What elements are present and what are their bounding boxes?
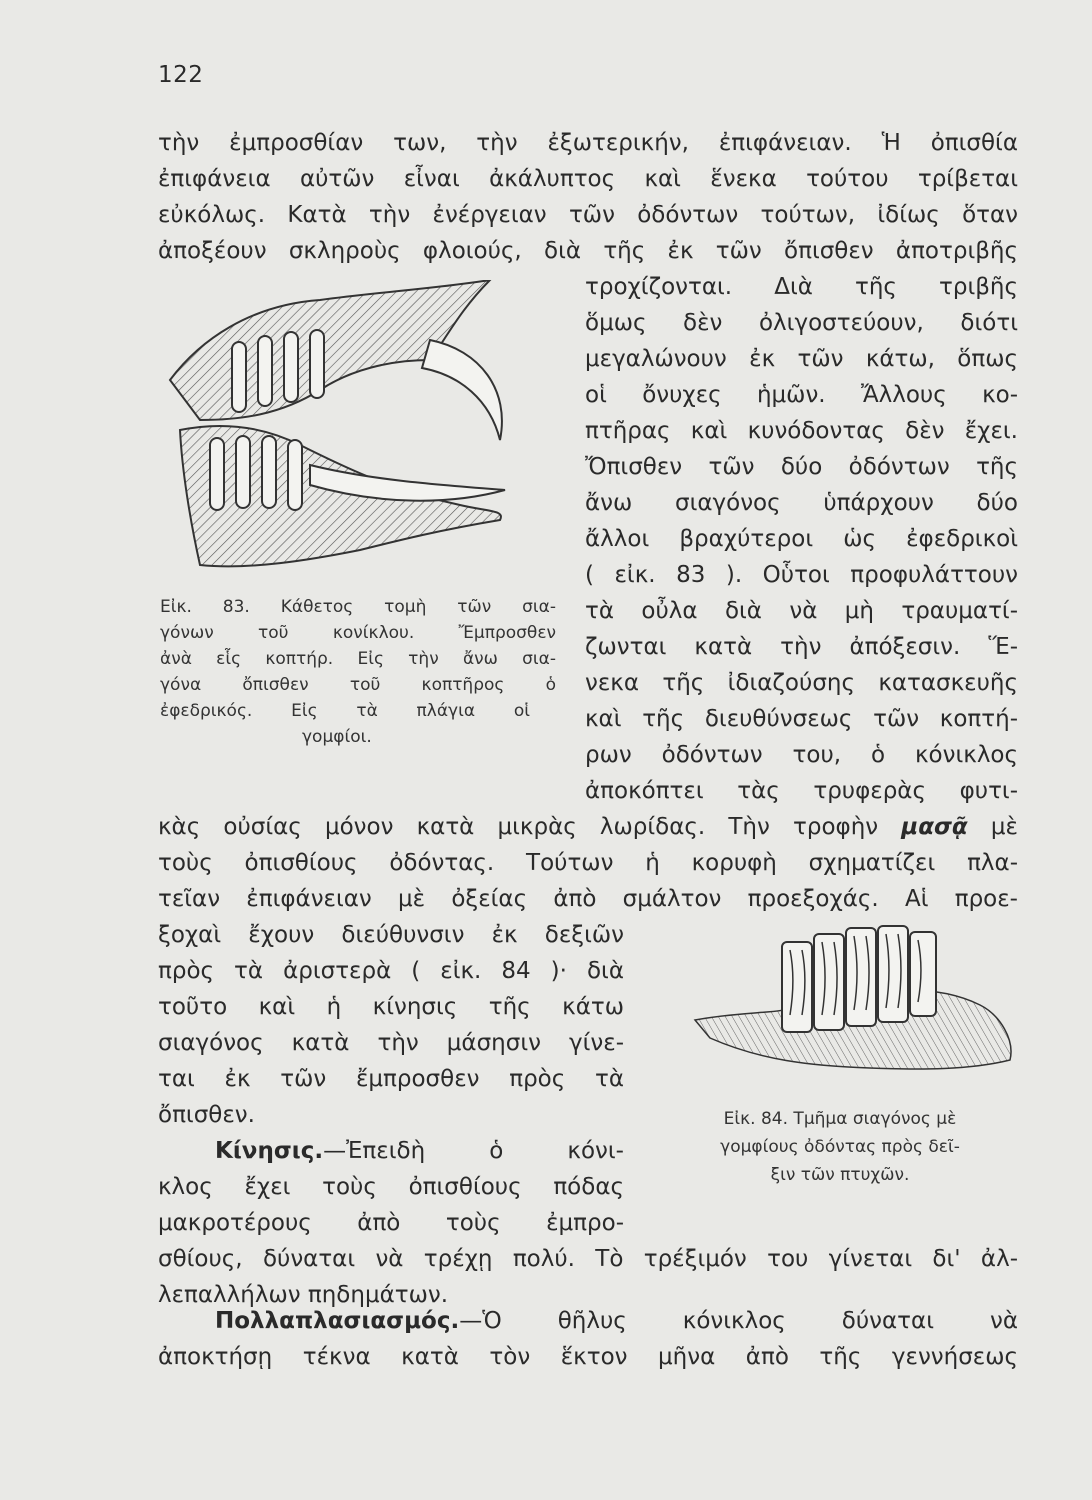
text-line: ( εἰκ. 83 ). Οὗτοι προφυλάττουν [585,562,1018,588]
text-line: τεῖαν ἐπιφάνειαν μὲ ὀξείας ἀπὸ σμάλτον προεξοχάς. Αἱ προε- [158,886,1018,912]
text-line: σιαγόνος κατὰ τὴν μάσησιν γίνε- [158,1030,624,1056]
text-line: πτῆρας καὶ κυνόδοντας δὲν ἔχει. [585,418,1018,444]
text-line: τὴν ἐμπροσθίαν των, τὴν ἐξωτερικήν, ἐπιφάνειαν. Ἡ ὀπισθία [158,130,1018,156]
figure-83-caption-line: γόνων τοῦ κονίκλου. Ἔμπροσθεν [160,623,556,643]
text-line: τροχίζονται. Διὰ τῆς τριβῆς [585,274,1018,300]
text-line: ξοχαὶ ἔχουν διεύθυνσιν ἐκ δεξιῶν [158,922,624,948]
text-line: ἀποκτήσῃ τέκνα κατὰ τὸν ἕκτον μῆνα ἀπὸ τῆς γεννήσεως [158,1344,1018,1370]
text-segment: —Ἐπειδὴ ὁ κόνι- [323,1138,624,1164]
page-number: 122 [158,62,204,88]
figure-83-caption-line: ἀνὰ εἷς κοπτήρ. Εἰς τὴν ἄνω σια- [160,649,556,669]
figure-83-caption-line: Εἰκ. 83. Κάθετος τομὴ τῶν σια- [160,597,556,617]
text-segment: μὲ [967,814,1018,840]
text-line: ἀποκόπτει τὰς τρυφερὰς φυτι- [585,778,1018,804]
text-line: λεπαλλήλων πηδημάτων. [158,1282,449,1308]
text-segment: —Ὁ θῆλυς κόνικλος δύναται νὰ [459,1308,1018,1334]
text-line [215,1136,624,1166]
rabbit-jaw-section-illustration [160,280,540,580]
text-line: ὄπισθεν. [158,1102,255,1128]
text-line: κλος ἔχει τοὺς ὀπισθίους πόδας [158,1174,624,1200]
text-line: σθίους, δύναται νὰ τρέχῃ πολύ. Τὸ τρέξιμόν του γίνεται δι' ἀλ- [158,1246,1018,1272]
figure-84-caption-line: γομφίους ὀδόντας πρὸς δεῖ- [720,1137,960,1157]
text-line: τὰ οὖλα διὰ νὰ μὴ τραυματί- [585,598,1018,624]
figure-83-caption-line: ἐφεδρικός. Εἰς τὰ πλάγια οἱ [160,701,530,721]
text-line: μακροτέρους ἀπὸ τοὺς ἐμπρο- [158,1210,624,1236]
text-line: ἄλλοι βραχύτεροι ὡς ἐφεδρικοὶ [585,526,1018,552]
molar-jaw-illustration [690,920,1020,1100]
text-line: ἐπιφάνεια αὐτῶν εἶναι ἀκάλυπτος καὶ ἕνεκα τούτου τρίβεται [158,166,1018,192]
text-line [158,812,1018,842]
section-heading-kinesis: Κίνησις. [215,1138,324,1164]
text-line: οἱ ὄνυχες ἡμῶν. Ἄλλους κο- [585,382,1018,408]
text-line [215,1306,1018,1336]
text-line: ζωνται κατὰ τὴν ἀπόξεσιν. Ἕ- [585,634,1018,660]
text-segment: κὰς οὐσίας μόνον κατὰ μικρὰς λωρίδας. Τὴν τροφὴν [158,814,902,840]
text-line: ὅμως δὲν ὀλιγοστεύουν, διότι [585,310,1018,336]
text-line: νεκα τῆς ἰδιαζούσης κατασκευῆς [585,670,1018,696]
text-line: πρὸς τὰ ἀριστερὰ ( εἰκ. 84 )· διὰ [158,958,624,984]
text-line: ται ἐκ τῶν ἔμπροσθεν πρὸς τὰ [158,1066,624,1092]
figure-84-caption-line: ξιν τῶν πτυχῶν. [770,1165,910,1185]
text-line: καὶ τῆς διευθύνσεως τῶν κοπτή- [585,706,1018,732]
figure-84-caption-line: Εἰκ. 84. Τμῆμα σιαγόνος μὲ [723,1109,957,1129]
emphasised-word: μασᾷ [901,814,968,840]
text-line: τοὺς ὀπισθίους ὀδόντας. Τούτων ἡ κορυφὴ σχηματίζει πλα- [158,850,1018,876]
text-line: ἀποξέουν σκληροὺς φλοιούς, διὰ τῆς ἐκ τῶν ὄπισθεν ἀποτριβῆς [158,238,1018,264]
text-line: ἄνω σιαγόνος ὑπάρχουν δύο [585,490,1018,516]
text-line: Ὄπισθεν τῶν δύο ὀδόντων τῆς [585,454,1018,480]
figure-83-caption-line: γόνα ὄπισθεν τοῦ κοπτῆρος ὁ [160,675,556,695]
section-heading-pollaplasiasmos: Πολλαπλασιασμός. [215,1308,460,1334]
text-line: τοῦτο καὶ ἡ κίνησις τῆς κάτω [158,994,624,1020]
text-line: εὐκόλως. Κατὰ τὴν ἐνέργειαν τῶν ὀδόντων τούτων, ἰδίως ὅταν [158,202,1018,228]
figure-83-caption-line: γομφίοι. [302,727,372,747]
text-line: μεγαλώνουν ἐκ τῶν κάτω, ὅπως [585,346,1018,372]
text-line: ρων ὀδόντων του, ὁ κόνικλος [585,742,1018,768]
